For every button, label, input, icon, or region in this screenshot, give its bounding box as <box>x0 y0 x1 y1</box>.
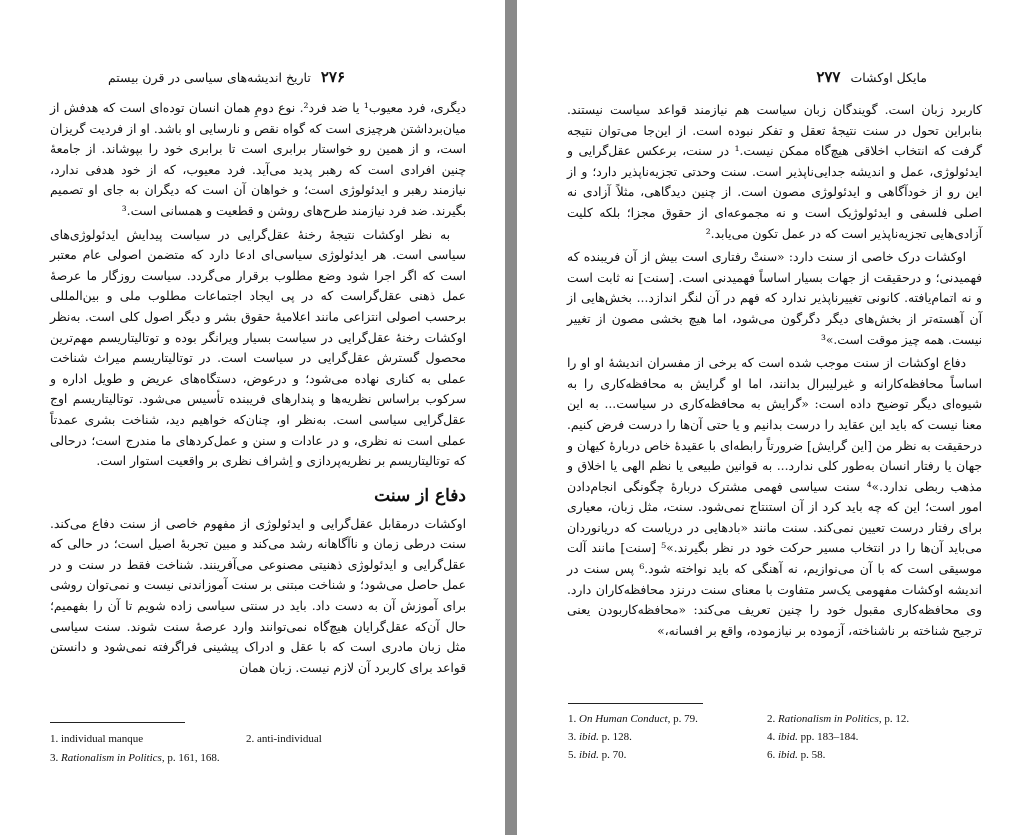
right-paragraph-1: کاربرد زبان است. گویندگان زبان سیاست هم نیازمند قواعد سیاست نیستند. بنابراین تحول در سنت نتیجهٔ تعقل و تفکر نبوده است. از این‌جا می‌توان نتیجه گرفت که انتخاب اخلاقی هیچ‌گاه ممکن نیست.¹ در سنت، برعکس عقل‌گرایی و ایدئولوژی، عمل و اندیشه جدایی‌ناپذیر است. سنت وحدتی تجزیه‌ناپذیر دارد؛ و از این رو از خودآگاهی و ایدئولوژی مصون است. از چنین دیدگاهی، مثلاً آزادی نه اصلی فلسفی و ایدئولوژیک است و نه مجموعه‌ای از حقوق مجزا؛ بلکه کلیت آزادی‌هایی تجزیه‌ناپذیر است که در عمل تکون می‌یابد.² <box>567 103 982 241</box>
right-footnote-4 <box>767 731 858 743</box>
right-paragraph-3: دفاع اوکشات از سنت موجب شده است که برخی از مفسران اندیشهٔ او او را اساساً محافظه‌کارانه و غیرلیبرال بدانند، اما او گرایش به محافظه‌کاری را به شیوه‌ای دیگر توضیح داده است: «گرایش به محافظه‌کاری در سیاست... به این معنا نیست که باید این عقاید را درست بدانیم و یا حتی آن‌ها را درست فرض کنیم. درحقیقت به نظر من [این گرایش] ضرورتاً رابطه‌ای با عقیدهٔ خاص دربارهٔ کیهان و جهان یا رفتار انسان به‌طور کلی ندارد... به قوانین طبیعی یا نظم الهی یا اخلاق و مذهب ربطی ندارد.»⁴ سنت سیاسی فهمی مشترک دربارهٔ چگونگی انجام‌دادن امور است؛ این که چه باید کرد از آن استنتاج نمی‌شود. سنت، مثل زبان، معیاری برای رفتار درست تعیین نمی‌کند. سنت مانند «بادهایی در دریاست که دریانوردان می‌باید آن‌ها را در انتخاب مسیر حرکت خود در نظر بگیرند.»⁵ [سنت] مانند آلت موسیقی است که با آن می‌نوازیم، نه آهنگی که باید نواخته شود.⁶ پس سنت در اندیشه اوکشات مفهومی یک‌سر متفاوت با معنای سنت درنزد محافظه‌کاران دارد. وی محافظه‌کاری مقبول خود را چنین تعریف می‌کند: «محافظه‌کاربودن یعنی ترجیح شناخته بر ناشناخته، آزموده بر نیازموده، واقع بر افسانه،» <box>567 356 982 638</box>
left-footnote-2 <box>246 733 322 745</box>
right-footnote-3 <box>568 731 632 743</box>
left-footnote-1 <box>50 733 143 745</box>
footnote-number: 6. <box>767 749 776 761</box>
footnote-text: pp. 183–184. <box>797 731 859 743</box>
right-footnote-1 <box>568 713 698 725</box>
right-footnote-rule <box>568 703 703 704</box>
footnote-source: On Human Conduct, <box>579 713 671 725</box>
left-paragraph-1: دیگری، فرد معیوب¹ یا ضد فرد². نوع دومِ همان انسان توده‌ای است که هدفش از میان‌برداشتن هرچیزی است که گواه نقص و نارسایی او باشد. او از فردیت گریزان است، و از همین رو خواستار برابری است تا برابری خود را بپوشاند. از جامعهٔ چنین افرادی است که رهبر پدید می‌آید. فرد معیوب، که از خود هدفی ندارد، نیازمند رهبر و ایدئولوژی است؛ و خواهان آن است که دیگران به جای او تصمیم بگیرند. ضد فرد نیازمند طرح‌های روشن و قطعیت و همسانی است.³ <box>50 101 467 218</box>
footnote-number: 3. <box>568 731 577 743</box>
footnote-number: 4. <box>767 731 776 743</box>
left-footnote-rule <box>50 722 185 723</box>
footnote-source: ibid. <box>778 749 798 761</box>
right-footnote-5 <box>568 749 626 761</box>
right-footnote-6 <box>767 749 825 761</box>
footnote-source: Rationalism in Politics, <box>61 752 165 764</box>
footnote-source: ibid. <box>579 731 599 743</box>
footnote-number: 5. <box>568 749 577 761</box>
left-paragraph-3: اوکشات درمقابل عقل‌گرایی و ایدئولوژی از مفهوم خاصی از سنت دفاع می‌کند. سنت درطی زمان و ناآگاهانه رشد می‌کند و مبین تجربهٔ اصیل است؛ در حالی که عقل‌گرایی و ایدئولوژی ذهنیتی مصنوعی می‌آفرینند. شناخت فقط در سنت و در عمل حاصل می‌شود؛ و شناخت مبتنی بر سنت آموزاندنی نیست و نمی‌توان روشی برای آموزش آن به دست داد. باید در سنتی سیاسی زاده شویم تا آن را بفهمیم؛ حال آن‌که عقل‌گرایان هیچ‌گاه نمی‌توانند وارد عرصهٔ سنت شوند. سنت سیاسی مثل زبان مادری است که با عقل و ادراک پیشینی فراگرفته نمی‌شود و دانستن قواعد برای کاربرد آن لازم نیست. زبان همان <box>50 516 466 675</box>
right-page-number: ۲۷۷ <box>816 68 841 86</box>
footnote-number: 3. <box>50 752 59 764</box>
footnote-number: 2. <box>767 713 776 725</box>
footnote-text: p. 58. <box>797 749 826 761</box>
right-page-header <box>816 68 927 90</box>
footnote-text: individual manque <box>61 733 144 745</box>
left-page-body <box>50 98 466 681</box>
left-page-header <box>108 68 345 90</box>
right-running-title: مایکل اوکشات <box>850 70 927 85</box>
left-page <box>0 0 505 835</box>
footnote-text: p. 12. <box>881 713 910 725</box>
footnote-source: ibid. <box>778 731 798 743</box>
left-paragraph-2: به نظر اوکشات نتیجهٔ رخنهٔ عقل‌گرایی در سیاست پیدایش ایدئولوژی‌های سیاسی است. هر ایدئولوژی سیاسی‌ای ادعا دارد که متضمن اصولی عام معتبر است که اگر اجرا شود وضع مطلوب برقرار می‌گردد. سیاست روزگار ما عرصهٔ عمل ذهنی عقل‌گراست که در پی ایجاد اجتماعات مطلوب ملی و بین‌المللی برحسب اصولی انتزاعی مانند اعلامیهٔ حقوق بشر و دیگر اصول کلی است. به‌نظر اوکشات رخنهٔ عقل‌گرایی در سیاست بسیار ویرانگر بوده و توتالیتاریسم مهم‌ترین محصول گسترش عقل‌گرایی در سیاست است. در توتالیتاریسم میراث شناخت عملی به کناری نهاده می‌شود؛ و درعوض، دستگاه‌های عریض و طویل اداره و سرکوب براساس نظریه‌ها و پندارهای فریبنده تأسیس می‌شود. توتالیتاریسم اوج عقل‌گرایی سیاسی است. به‌نظر او، چنان‌که خواهیم دید، شناخت بشری عمدتاً عملی است نه نظری، و در عادات و سنن و عمل‌کردهای ما مندرج است؛ درحالی که توتالیتاریسم بر نظریه‌پردازی و اِشراف نظری بر واقعیت استوار است. <box>50 227 466 469</box>
left-page-number: ۲۷۶ <box>320 68 345 86</box>
footnote-number: 1. <box>50 733 59 745</box>
footnote-text: p. 161, 168. <box>164 752 220 764</box>
left-running-title: تاریخ اندیشه‌های سیاسی در قرن بیستم <box>107 70 311 85</box>
footnote-text: p. 128. <box>598 731 632 743</box>
footnote-text: p. 70. <box>598 749 627 761</box>
footnote-text: anti-individual <box>257 733 322 745</box>
section-heading: دفاع از سنت <box>374 485 466 506</box>
left-footnote-3 <box>50 752 220 764</box>
right-paragraph-2: اوکشات درک خاصی از سنت دارد: «سنتْ رفتاری است بیش از آن فریبنده که فهمیدنی؛ و درحقیقت از جهات بسیار اساساً فهمیدنی است. [سنت] نه ثابت است و نه اتمام‌یافته. کانونی تغییرناپذیر ندارد که فهم در آن لنگر اندازد... بخش‌هایی از آن آهسته‌تر از بخش‌های دیگر دگرگون می‌شود، اما هیچ بخشی مصون از تغییر نیست. همه چیز موقت است.»³ <box>567 250 982 347</box>
footnote-number: 1. <box>568 713 577 725</box>
right-page <box>517 0 1022 835</box>
footnote-source: Rationalism in Politics, <box>778 713 882 725</box>
footnote-source: ibid. <box>579 749 599 761</box>
right-footnote-2 <box>767 713 909 725</box>
footnote-text: p. 79. <box>670 713 698 725</box>
footnote-number: 2. <box>246 733 255 745</box>
right-page-body <box>567 100 982 644</box>
